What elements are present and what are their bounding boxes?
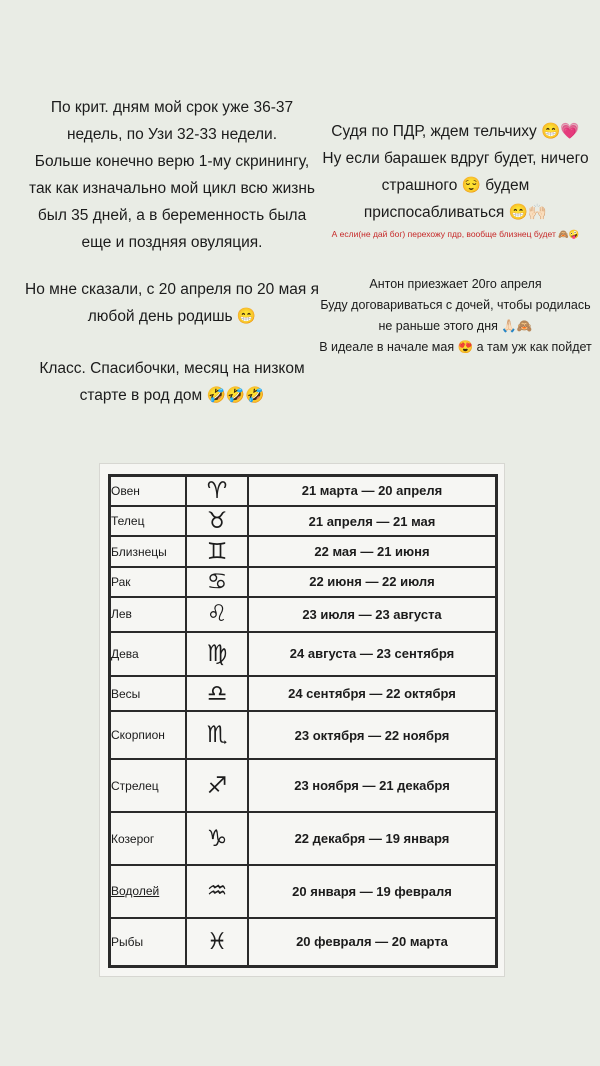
zodiac-dates: 20 января — 19 февраля [248,865,497,918]
zodiac-name: Стрелец [110,759,187,812]
zodiac-row [110,476,497,506]
zodiac-symbol-icon: ♐ [186,759,248,812]
zodiac-dates: 23 июля — 23 августа [248,597,497,631]
zodiac-name: Близнецы [110,536,187,566]
zodiac-symbol-icon: ♉ [186,506,248,536]
zodiac-row [110,506,497,536]
zodiac-row [110,711,497,760]
zodiac-dates: 21 марта — 20 апреля [248,476,497,506]
zodiac-dates: 22 декабря — 19 января [248,812,497,865]
zodiac-dates: 23 октября — 22 ноября [248,711,497,760]
zodiac-symbol-icon: ♑ [186,812,248,865]
zodiac-dates: 24 сентября — 22 октября [248,676,497,710]
zodiac-table [108,474,498,968]
zodiac-table-image [100,464,504,976]
zodiac-name: Телец [110,506,187,536]
zodiac-row [110,536,497,566]
zodiac-row [110,759,497,812]
zodiac-name: Козерог [110,812,187,865]
right-paragraph-2: Антон приезжает 20го апреля Буду договариваться с дочей, чтобы родилась не раньше этого дня 🙏🏻🙈 В идеале в начале мая 😍 а там уж как пойдет [319,277,592,354]
zodiac-name: Рак [110,567,187,597]
zodiac-row [110,597,497,631]
left-paragraph-1: По крит. дням мой срок уже 36-37 недель, по Узи 32-33 недели. Больше конечно верю 1-му скринингу, так как изначально мой цикл всю жизнь был 35 дней, а в беременность была еще и поздняя овуляция. [29,99,315,251]
zodiac-row [110,865,497,918]
zodiac-row [110,918,497,967]
zodiac-symbol-icon: ♒ [186,865,248,918]
left-paragraph-3: Класс. Спасибочки, месяц на низком старте в род дом 🤣🤣🤣 [39,360,305,404]
zodiac-symbol-icon: ♏ [186,711,248,760]
zodiac-name: Рыбы [110,918,187,967]
right-red-note: А если(не дай бог) перехожу пдр, вообще близнец будет 🙈🤪 [331,229,580,239]
zodiac-dates: 23 ноября — 21 декабря [248,759,497,812]
zodiac-row [110,812,497,865]
zodiac-dates: 24 августа — 23 сентября [248,632,497,677]
zodiac-symbol-icon: ♍ [186,632,248,677]
zodiac-symbol-icon: ♈ [186,476,248,506]
zodiac-row [110,676,497,710]
zodiac-row [110,632,497,677]
zodiac-symbol-icon: ♓ [186,918,248,967]
zodiac-dates: 22 июня — 22 июля [248,567,497,597]
left-paragraph-2: Но мне сказали, с 20 апреля по 20 мая я любой день родишь 😁 [25,281,319,325]
zodiac-row [110,567,497,597]
zodiac-symbol-icon: ♋ [186,567,248,597]
zodiac-symbol-icon: ♎ [186,676,248,710]
zodiac-dates: 21 апреля — 21 мая [248,506,497,536]
right-paragraph-1: Судя по ПДР, ждем тельчиху 😁💗 Ну если барашек вдруг будет, ничего страшного 😌 будем приспосабливаться 😁🙌🏻 [322,123,589,221]
zodiac-name: Весы [110,676,187,710]
zodiac-symbol-icon: ♌ [186,597,248,631]
zodiac-name: Дева [110,632,187,677]
zodiac-name: Лев [110,597,187,631]
zodiac-symbol-icon: ♊ [186,536,248,566]
zodiac-name: Скорпион [110,711,187,760]
zodiac-dates: 22 мая — 21 июня [248,536,497,566]
zodiac-name: Водолей [110,865,187,918]
zodiac-name: Овен [110,476,187,506]
zodiac-dates: 20 февраля — 20 марта [248,918,497,967]
